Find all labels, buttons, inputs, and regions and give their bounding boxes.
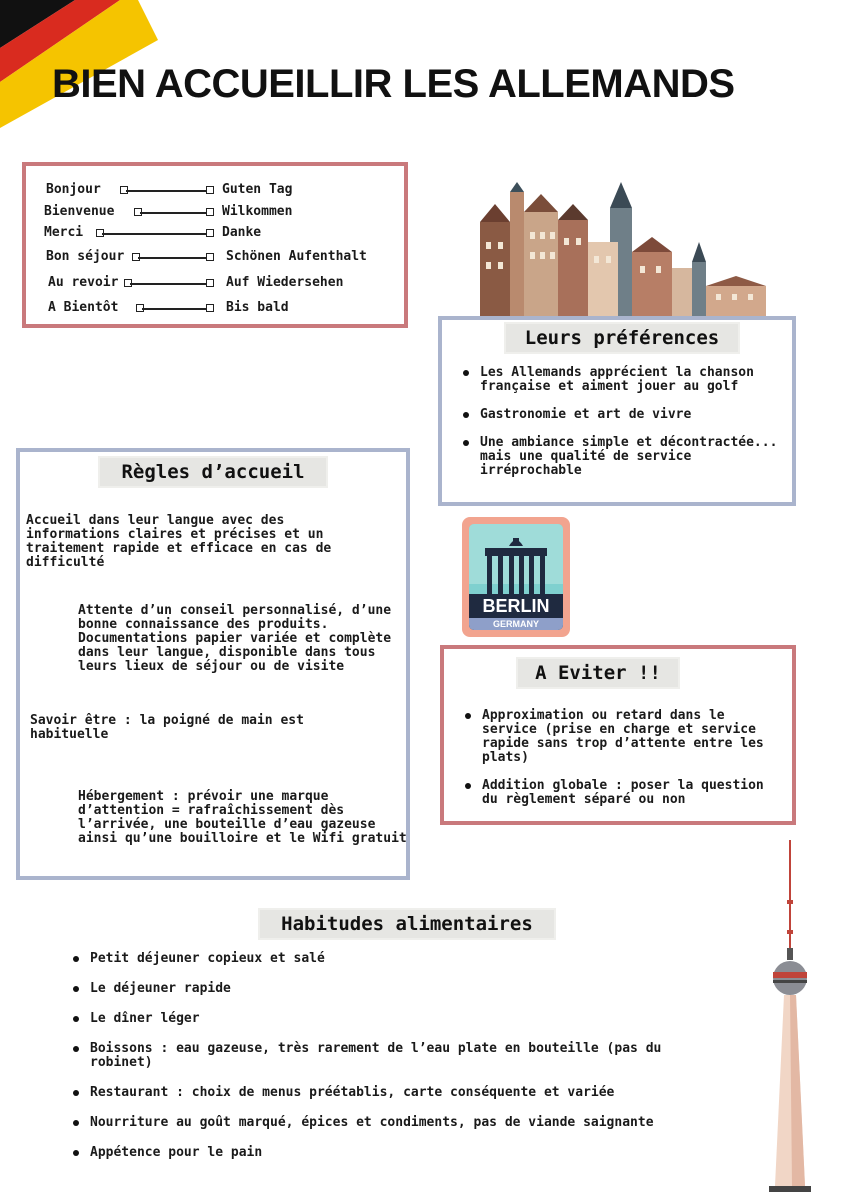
list-item: Gastronomie et art de vivre bbox=[460, 408, 780, 422]
vocab-fr: Merci bbox=[44, 225, 84, 240]
list-item: Petit déjeuner copieux et salé bbox=[70, 952, 730, 966]
berlin-badge bbox=[462, 517, 570, 637]
regles-title: Règles d’accueil bbox=[98, 456, 328, 488]
eviter-title: A Eviter !! bbox=[516, 657, 680, 689]
badge-country: GERMANY bbox=[492, 619, 539, 629]
list-item: Une ambiance simple et décontractée... mais une qualité de service irréprochable bbox=[460, 436, 780, 478]
regles-paragraph-2: Attente d’un conseil personnalisé, d’une bonne connaissance des produits. Documentations papier variée et complète dans leur langue, disponible dans tous leurs lieux de séjour ou de visite bbox=[78, 603, 392, 674]
regles-paragraph-4: Hébergement : prévoir une marque d’attention = rafraîchissement dès l’arrivée, une bouteille d’eau gazeuse ainsi qu’une bouilloire et le Wifi gratuit bbox=[78, 789, 407, 846]
preferences-box bbox=[438, 316, 796, 506]
vocab-row bbox=[26, 249, 406, 271]
vocab-fr: A Bientôt bbox=[48, 300, 119, 315]
regles-paragraph-3: Savoir être : la poigné de main est habituelle bbox=[30, 713, 304, 742]
list-item: Addition globale : poser la question du règlement séparé ou non bbox=[462, 779, 782, 807]
vocab-row bbox=[26, 204, 406, 226]
city-skyline-illustration bbox=[470, 182, 770, 318]
vocab-de: Schönen Aufenthalt bbox=[226, 249, 367, 264]
list-item: Le dîner léger bbox=[70, 1012, 730, 1026]
vocab-fr: Bienvenue bbox=[44, 204, 115, 219]
vocab-row bbox=[26, 225, 406, 247]
preferences-list bbox=[460, 366, 780, 478]
habitudes-list bbox=[70, 952, 730, 1176]
regles-box bbox=[16, 448, 410, 880]
tv-tower-illustration bbox=[765, 840, 815, 1195]
vocab-de: Auf Wiedersehen bbox=[226, 275, 344, 290]
list-item: Le déjeuner rapide bbox=[70, 982, 730, 996]
regles-paragraph-1: Accueil dans leur langue avec des informations claires et précises et un traitement rapide et efficace en cas de difficulté bbox=[26, 513, 332, 570]
list-item: Boissons : eau gazeuse, très rarement de l’eau plate en bouteille (pas du robinet) bbox=[70, 1042, 730, 1070]
vocab-row bbox=[26, 275, 406, 297]
list-item: Nourriture au goût marqué, épices et condiments, pas de viande saignante bbox=[70, 1116, 730, 1130]
vocab-fr: Bonjour bbox=[46, 182, 101, 197]
list-item: Appétence pour le pain bbox=[70, 1146, 730, 1160]
preferences-title: Leurs préférences bbox=[504, 322, 740, 354]
vocab-row bbox=[26, 300, 406, 322]
list-item: Les Allemands apprécient la chanson française et aiment jouer au golf bbox=[460, 366, 780, 394]
vocab-fr: Au revoir bbox=[48, 275, 119, 290]
habitudes-title: Habitudes alimentaires bbox=[258, 908, 556, 940]
eviter-list bbox=[462, 709, 782, 807]
vocab-de: Bis bald bbox=[226, 300, 289, 315]
list-item: Approximation ou retard dans le service (prise en charge et service rapide sans trop d’attente entre les plats) bbox=[462, 709, 782, 765]
vocab-de: Guten Tag bbox=[222, 182, 293, 197]
vocab-de: Danke bbox=[222, 225, 262, 240]
vocab-fr: Bon séjour bbox=[46, 249, 125, 264]
vocab-row bbox=[26, 182, 406, 204]
vocab-de: Wilkommen bbox=[222, 204, 293, 219]
vocab-box bbox=[22, 162, 408, 328]
page-title: BIEN ACCUEILLIR LES ALLEMANDS bbox=[52, 62, 735, 106]
eviter-box bbox=[440, 645, 796, 825]
list-item: Restaurant : choix de menus préétablis, carte conséquente et variée bbox=[70, 1086, 730, 1100]
brandenburg-gate-icon bbox=[483, 532, 549, 602]
badge-city: BERLIN bbox=[482, 596, 550, 616]
